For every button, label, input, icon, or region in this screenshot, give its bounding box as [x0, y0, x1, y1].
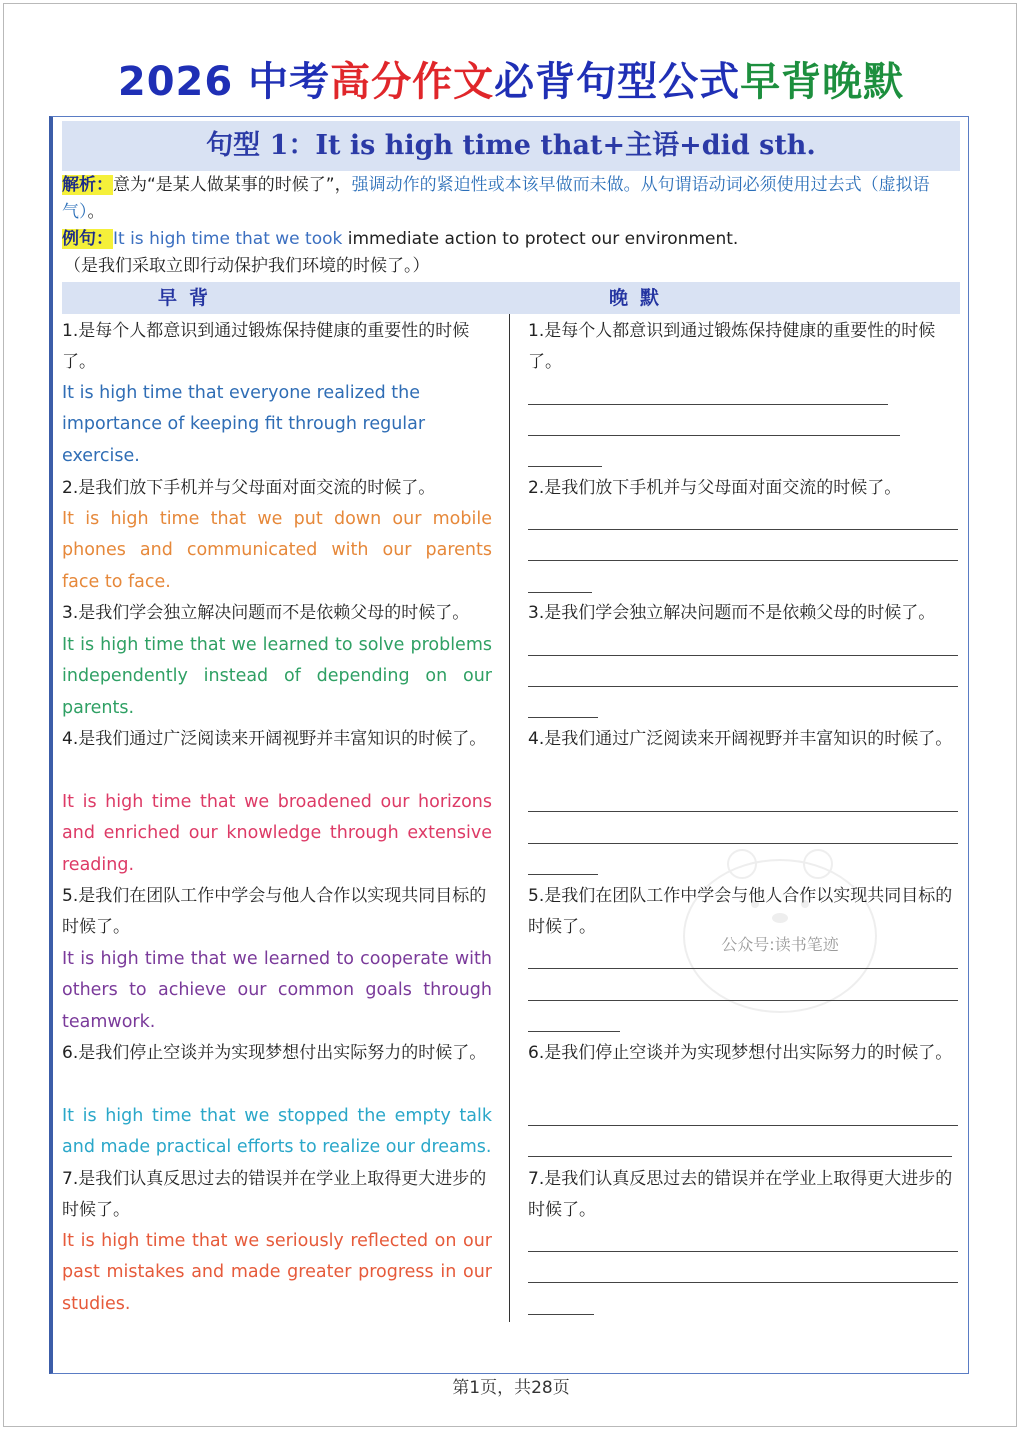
right-item-5-zh: 5.是我们在团队工作中学会与他人合作以实现共同目标的时候了。 — [528, 886, 953, 937]
left-item-2-en: It is high time that we put down our mobile phones and communicated with our parents face to face. — [62, 509, 492, 592]
column-head-left-label: 早背 — [158, 287, 221, 309]
answer-line[interactable] — [528, 1031, 620, 1032]
left-item-4-zh: 4.是我们通过广泛阅读来开阔视野并丰富知识的时候了。 — [62, 729, 487, 749]
left-item-7-zh: 7.是我们认真反思过去的错误并在学业上取得更大进步的时候了。 — [62, 1169, 487, 1220]
answer-line[interactable] — [528, 592, 592, 593]
right-item-4-zh: 4.是我们通过广泛阅读来开阔视野并丰富知识的时候了。 — [528, 729, 953, 749]
analysis-end: 。 — [87, 202, 105, 222]
left-item-2-zh: 2.是我们放下手机并与父母面对面交流的时候了。 — [62, 478, 436, 498]
left-item-4-en: It is high time that we broadened our horizons and enriched our knowledge through extensive reading. — [62, 792, 492, 875]
left-item-7-en: It is high time that we seriously reflected on our past mistakes and made greater progress in our studies. — [62, 1231, 492, 1314]
title-green: 早背晚默 — [740, 59, 905, 105]
answer-line[interactable] — [528, 1282, 958, 1283]
example-en-rest: immediate action to protect our environment. — [342, 229, 739, 249]
left-item-1-en: It is high time that everyone realized the importance of keeping fit through regular exercise. — [62, 383, 426, 466]
answer-line[interactable] — [528, 717, 598, 718]
answer-line[interactable] — [528, 1125, 958, 1126]
analysis-label: 解析： — [62, 175, 113, 195]
answer-line[interactable] — [528, 404, 888, 405]
page-footer: 第1页，共28页 — [452, 1378, 570, 1398]
right-item-2-zh: 2.是我们放下手机并与父母面对面交流的时候了。 — [528, 478, 902, 498]
answer-line[interactable] — [528, 435, 900, 436]
left-item-1-zh: 1.是每个人都意识到通过锻炼保持健康的重要性的时候了。 — [62, 321, 470, 372]
answer-line[interactable] — [528, 1314, 594, 1315]
column-head-right-label: 晚默 — [609, 287, 672, 309]
answer-line[interactable] — [528, 811, 958, 812]
answer-line[interactable] — [528, 529, 958, 530]
analysis-emphasis: 强调动作的紧迫性或本该早做而未做。从句谓语动词必须使用过去式（虚拟语气） — [62, 175, 930, 222]
answer-line[interactable] — [528, 843, 958, 844]
column-head-right — [509, 282, 960, 314]
example-translation: （是我们采取立即行动保护我们环境的时候了。） — [64, 256, 430, 276]
answer-line[interactable] — [528, 968, 958, 969]
analysis-text: 意为“是某人做某事的时候了”， — [113, 175, 352, 195]
column-divider — [509, 314, 510, 1322]
title-blue: 必背句型公式 — [494, 59, 741, 105]
right-item-6-zh: 6.是我们停止空谈并为实现梦想付出实际努力的时候了。 — [528, 1043, 953, 1063]
example-en-highlight: It is high time that we took — [113, 229, 343, 249]
left-item-6-en: It is high time that we stopped the empty talk and made practical efforts to realize our dreams. — [62, 1106, 492, 1158]
answer-line[interactable] — [528, 1000, 958, 1001]
answer-line[interactable] — [528, 655, 958, 656]
answer-line[interactable] — [528, 874, 598, 875]
analysis — [62, 172, 960, 226]
answer-line[interactable] — [528, 1156, 952, 1157]
right-item-3-zh: 3.是我们学会独立解决问题而不是依赖父母的时候了。 — [528, 603, 936, 623]
left-item-3-en: It is high time that we learned to solve problems independently instead of depending on our parents. — [62, 635, 492, 718]
title-year: 2026 中考 — [117, 59, 331, 105]
page-title — [0, 52, 1022, 112]
answer-line[interactable] — [528, 1251, 958, 1252]
left-item-3-zh: 3.是我们学会独立解决问题而不是依赖父母的时候了。 — [62, 603, 470, 623]
example-label: 例句： — [62, 229, 113, 249]
answer-line[interactable] — [528, 560, 958, 561]
left-item-5-en: It is high time that we learned to cooperate with others to achieve our common goals through teamwork. — [62, 949, 492, 1032]
answer-line[interactable] — [528, 466, 602, 467]
answer-line[interactable] — [528, 686, 958, 687]
column-head-left — [62, 282, 509, 314]
title-red: 高分作文 — [330, 59, 495, 105]
left-item-6-zh: 6.是我们停止空谈并为实现梦想付出实际努力的时候了。 — [62, 1043, 487, 1063]
pattern-heading: 句型 1：It is high time that+主语+did sth. — [62, 121, 960, 171]
watermark-text: 公众号:读书笔迹 — [721, 935, 839, 954]
example — [62, 226, 960, 253]
right-item-7-zh: 7.是我们认真反思过去的错误并在学业上取得更大进步的时候了。 — [528, 1169, 953, 1220]
left-item-5-zh: 5.是我们在团队工作中学会与他人合作以实现共同目标的时候了。 — [62, 886, 487, 937]
right-item-1-zh: 1.是每个人都意识到通过锻炼保持健康的重要性的时候了。 — [528, 321, 936, 372]
